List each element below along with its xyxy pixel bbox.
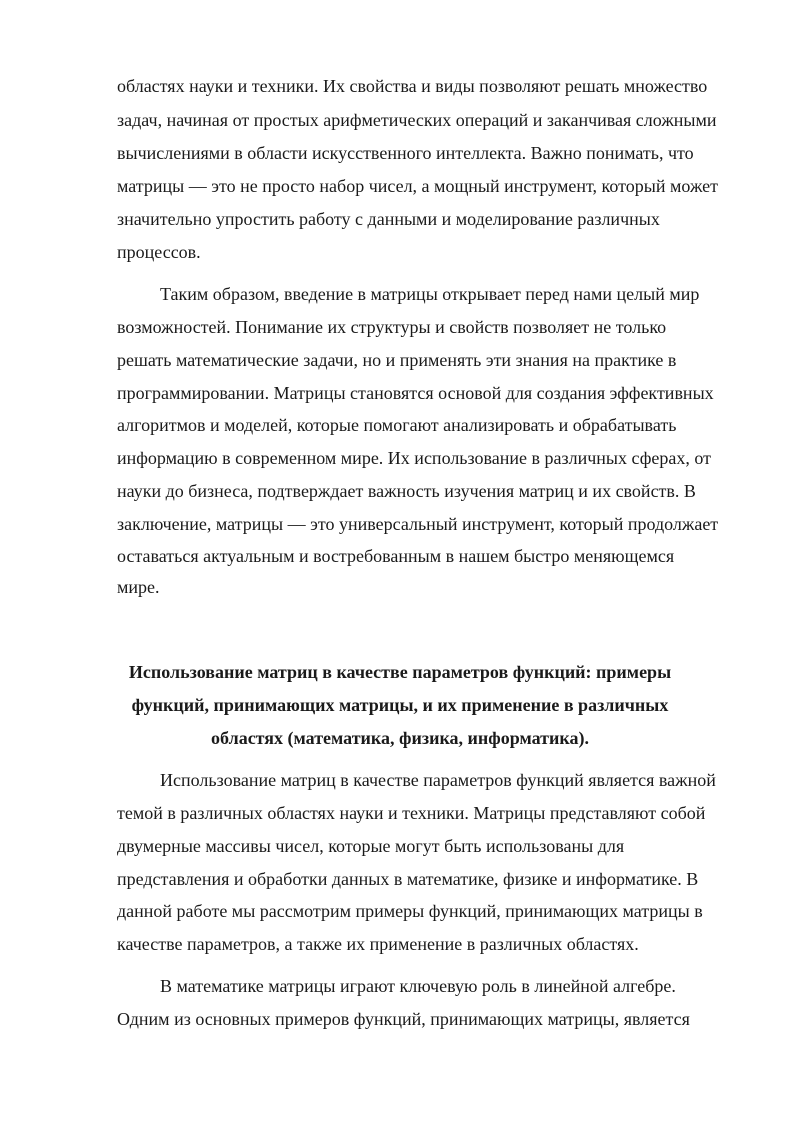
text-line: оставаться актуальным и востребованным в нашем быстро меняющемся [117, 546, 675, 566]
text-line: Использование матриц в качестве параметров функций является важной [160, 770, 716, 790]
text-line: программировании. Матрицы становятся основой для создания эффективных [117, 383, 714, 403]
text-line: возможностей. Понимание их структуры и свойств позволяет не только [117, 317, 667, 337]
text-line: вычислениями в области искусственного интеллекта. Важно понимать, что [117, 143, 694, 163]
text-line: Одним из основных примеров функций, принимающих матрицы, является [117, 1009, 690, 1029]
text-line: представления и обработки данных в математике, физике и информатике. В [117, 869, 699, 889]
text-line: заключение, матрицы — это универсальный инструмент, который продолжает [117, 514, 719, 534]
text-line: темой в различных областях науки и техники. Матрицы представляют собой [117, 803, 706, 823]
heading-line: областях (математика, физика, информатика). [211, 728, 589, 748]
text-line: алгоритмов и моделей, которые помогают анализировать и обрабатывать [117, 415, 677, 435]
text-line: процессов. [117, 242, 201, 262]
text-line: Таким образом, введение в матрицы открывает перед нами целый мир [160, 284, 700, 304]
heading-line: функций, принимающих матрицы, и их применение в различных [131, 695, 669, 715]
text-line: двумерные массивы чисел, которые могут быть использованы для [117, 836, 625, 856]
text-line: В математике матрицы играют ключевую роль в линейной алгебре. [160, 976, 676, 996]
text-line: мире. [117, 577, 160, 597]
text-line: значительно упростить работу с данными и моделирование различных [117, 209, 660, 229]
text-line: данной работе мы рассмотрим примеры функций, принимающих матрицы в [117, 901, 703, 921]
text-line: информацию в современном мире. Их использование в различных сферах, от [117, 448, 711, 468]
text-line: областях науки и техники. Их свойства и виды позволяют решать множество [117, 76, 708, 96]
text-line: матрицы — это не просто набор чисел, а мощный инструмент, который может [117, 176, 718, 196]
heading-line: Использование матриц в качестве параметров функций: примеры [128, 662, 672, 682]
text-line: решать математические задачи, но и применять эти знания на практике в [117, 350, 677, 370]
text-line: качестве параметров, а также их применение в различных областях. [117, 934, 639, 954]
text-line: задач, начиная от простых арифметических операций и заканчивая сложными [117, 110, 717, 130]
text-line: науки до бизнеса, подтверждает важность изучения матриц и их свойств. В [117, 481, 696, 501]
